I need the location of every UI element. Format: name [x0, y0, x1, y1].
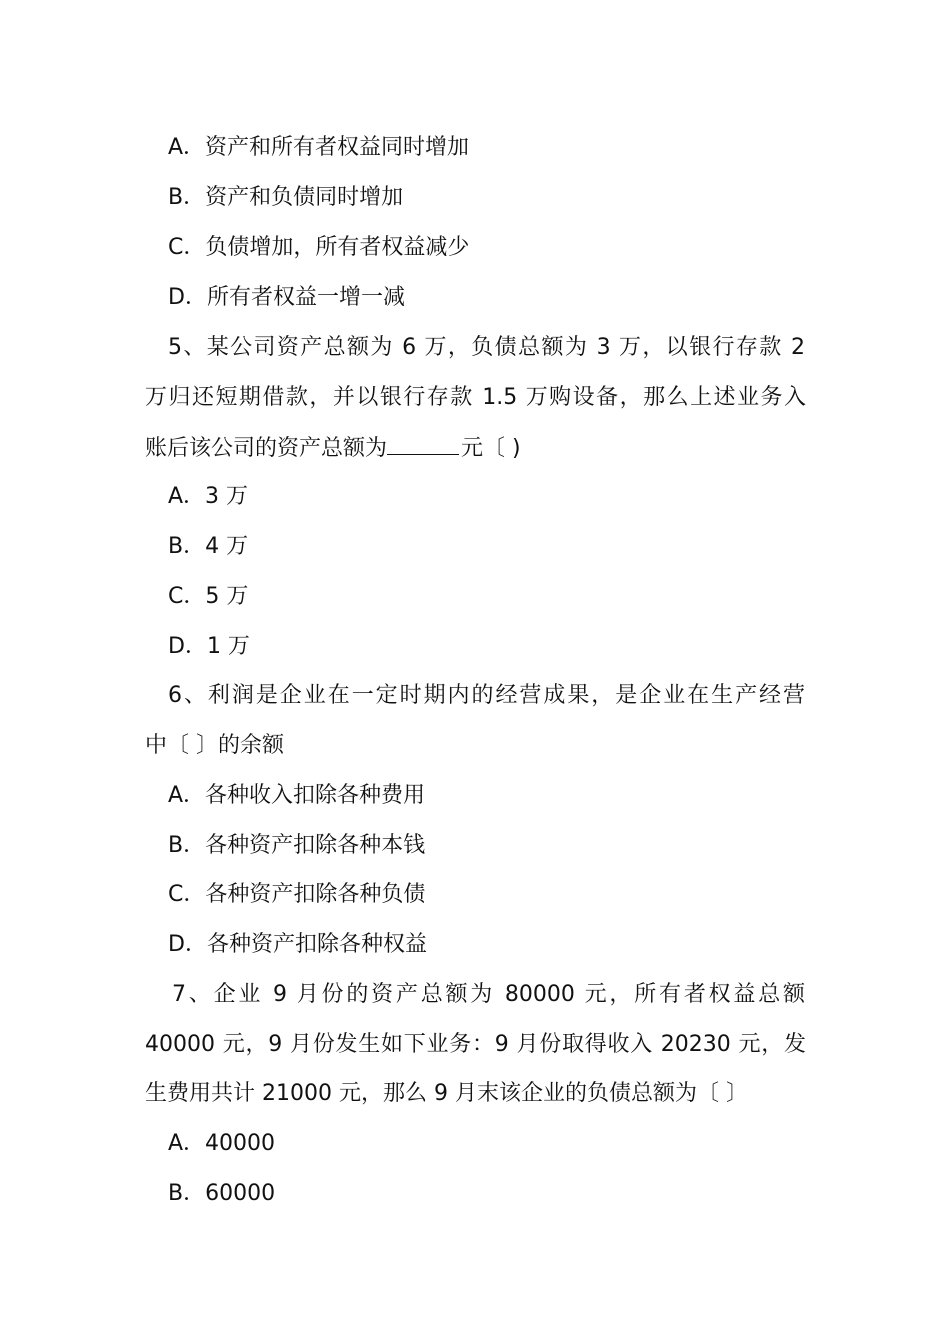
q5-option-b: B．4 万: [168, 534, 249, 559]
q5-option-a: A．3 万: [168, 484, 249, 509]
answer-blank: [387, 430, 459, 455]
q7-stem-line2: 40000 元，9 月份发生如下业务：9 月份取得收入 20230 元，发: [145, 1032, 806, 1057]
q5-option-c: C．5 万: [168, 584, 249, 609]
q6-option-d: D．各种资产扣除各种权益: [168, 932, 427, 957]
q7-option-a: A．40000: [168, 1131, 276, 1156]
q6-option-b: B．各种资产扣除各种本钱: [168, 833, 426, 858]
q5-stem-line3-unit: 元〔 ): [461, 436, 521, 461]
q5-stem-line3: [145, 430, 521, 464]
q6-option-a: A．各种收入扣除各种费用: [168, 783, 426, 808]
q5-stem-line2: 万归还短期借款，并以银行存款 1.5 万购设备，那么上述业务入: [145, 385, 806, 410]
q4-option-c: C．负债增加，所有者权益减少: [168, 235, 470, 260]
q7-option-b: B．60000: [168, 1181, 276, 1206]
q5-stem-line3-text: 账后该公司的资产总额为: [145, 436, 388, 461]
q4-option-d: D．所有者权益一增一减: [168, 285, 405, 310]
q6-stem-line2: 中〔 〕的余额: [145, 733, 284, 758]
q7-stem-line3: 生费用共计 21000 元，那么 9 月末该企业的负债总额为〔 〕: [145, 1081, 748, 1106]
q6-option-c: C．各种资产扣除各种负债: [168, 882, 426, 907]
q5-stem-line1: 5、某公司资产总额为 6 万，负债总额为 3 万，以银行存款 2: [168, 335, 805, 360]
q7-stem-line1: 7、企业 9 月份的资产总额为 80000 元，所有者权益总额: [172, 982, 805, 1007]
q6-stem-line1: 6、利润是企业在一定时期内的经营成果，是企业在生产经营: [168, 683, 805, 708]
q5-option-d: D．1 万: [168, 634, 250, 659]
q4-option-a: A．资产和所有者权益同时增加: [168, 135, 470, 160]
q4-option-b: B．资产和负债同时增加: [168, 185, 404, 210]
